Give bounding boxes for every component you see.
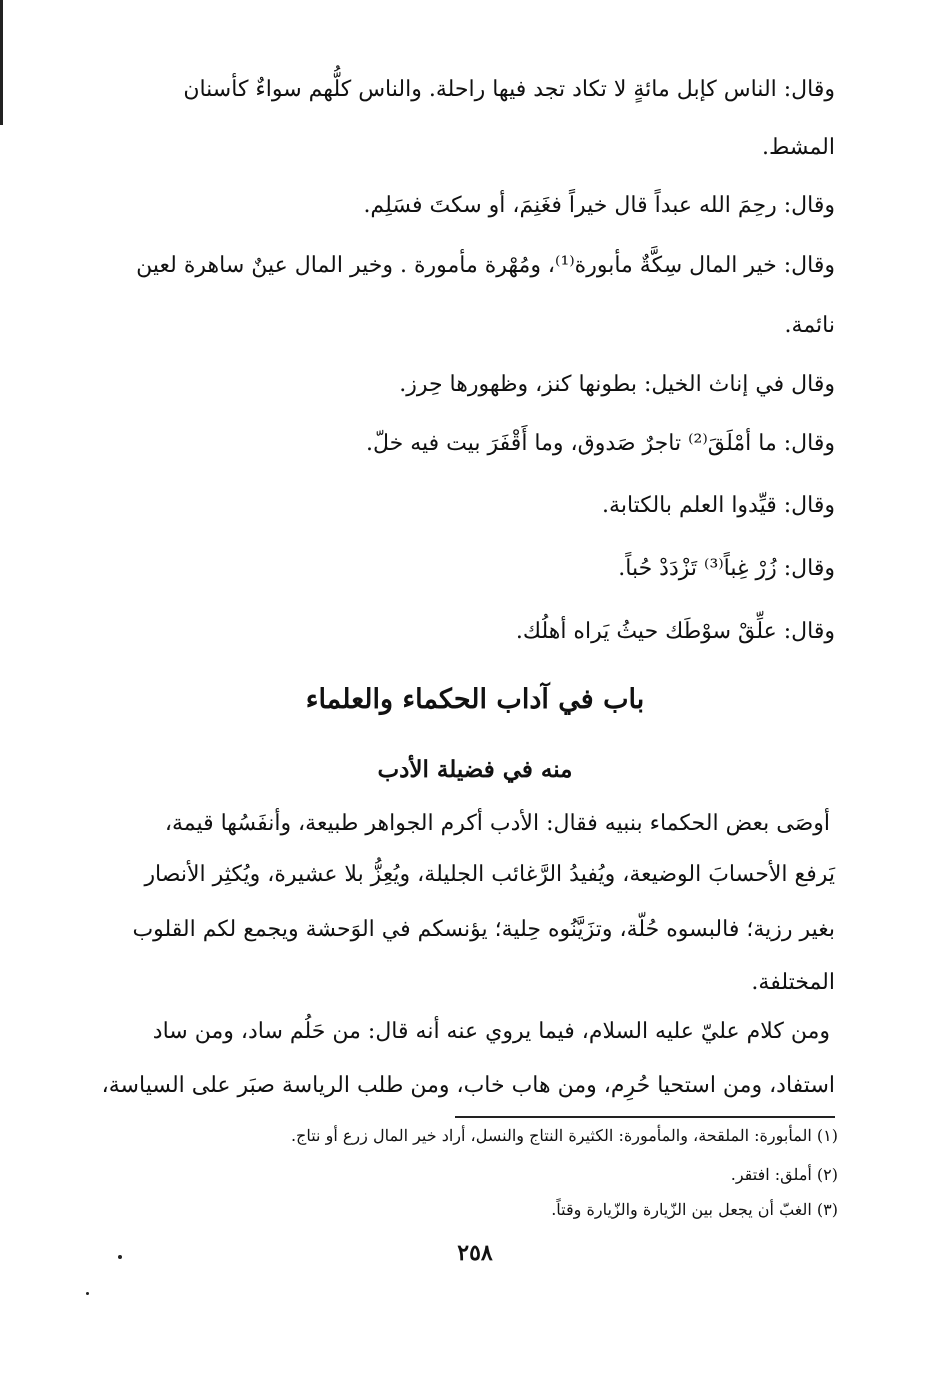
text-line: وقال: الناس كإبل مائةٍ لا تكاد تجد فيها راحلة. والناس كلُّهم سواءٌ كأسنان (183, 77, 835, 102)
text-line: وقال: رحِمَ الله عبداً قال خيراً فغَنِمَ، أو سكتَ فسَلِم. (363, 193, 835, 218)
footnote: (٢) أملق: افتقر. (730, 1165, 838, 1184)
footnote: (١) المأبورة: الملقحة، والمأمورة: الكثيرة النتاج والنسل، أراد خير المال زرع أو نتاج. (290, 1126, 838, 1145)
paragraph-line: بغير رزية؛ فالبسوه حُلّة، وتزَيَّنُوه حِلية؛ يؤنسكم في الوَحشة ويجمع لكم القلوب (132, 917, 835, 942)
paragraph-line: أوصَى بعض الحكماء بنبيه فقال: الأدب أكرم الجواهر طبيعة، وأنفَسُها قيمة، (164, 811, 830, 836)
text-line: وقال: خير المال سِكَّةٌ مأبورة⁽¹⁾، ومُهْرة مأمورة . وخير المال عينٌ ساهرة لعين (136, 253, 835, 278)
text-line: وقال: قيِّدوا العلم بالكتابة. (602, 493, 835, 518)
scan-speck (86, 1292, 89, 1295)
chapter-title: باب في آداب الحكماء والعلماء (305, 684, 645, 715)
paragraph-line: يَرفع الأحسابَ الوضيعة، ويُفيدُ الرَّغائب الجليلة، ويُعِزُّ بلا عشيرة، ويُكثِر الأنصار (144, 862, 835, 887)
text-line: المشط. (761, 135, 835, 160)
text-line: وقال: زُرْ غِباً⁽³⁾ تَزْدَدْ حُباً. (618, 556, 835, 581)
page-number: ٢٥٨ (457, 1240, 493, 1266)
paragraph-line: استفاد، ومن استحيا حُرِم، ومن هاب خاب، ومن طلب الرياسة صبَر على السياسة، (101, 1073, 835, 1098)
text-line: وقال: علِّقْ سوْطَك حيثُ يَراه أهلُك. (515, 619, 835, 644)
footnote-separator (455, 1116, 835, 1118)
text-line: وقال: ما أمْلَقَ⁽²⁾ تاجرٌ صَدوق، وما أَقْفَرَ بيت فيه خلّ. (365, 431, 835, 456)
text-line: وقال في إناث الخيل: بطونها كنز، وظهورها حِرز. (399, 372, 835, 397)
paragraph-line: المختلفة. (751, 970, 835, 995)
scan-speck (118, 1255, 122, 1259)
paragraph-line: ومن كلام عليّ عليه السلام، فيما يروي عنه أنه قال: من حَلُم ساد، ومن ساد (152, 1019, 830, 1044)
scan-edge-rule (0, 0, 3, 125)
text-line: نائمة. (784, 313, 835, 338)
section-title: منه في فضيلة الأدب (377, 756, 573, 783)
footnote: (٣) الغبّ أن يجعل بين الزّيارة والزّيارة وقتاً. (551, 1200, 838, 1219)
